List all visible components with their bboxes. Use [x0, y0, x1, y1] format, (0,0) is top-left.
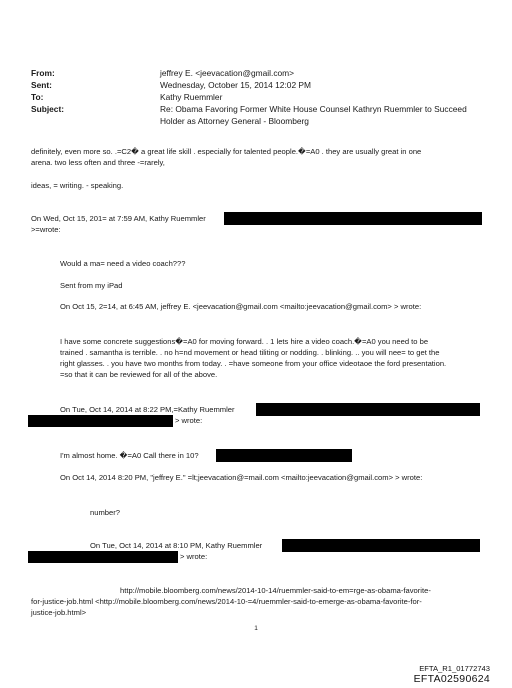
redaction-bar: [28, 551, 178, 563]
quote-header-4: On Oct 14, 2014 8:20 PM, "jeffrey E." =lt;jeevacation@=mail.com <mailto:jeevacation@gmail.com> > wrote:: [60, 473, 423, 482]
body-paragraph-1-line-2: arena. two less often and three -=rarely,: [31, 158, 165, 167]
body-paragraph-3-line-3: right glasses. . you have two months from today. . =have someone from your office videotaoe the ford presentation.: [60, 359, 447, 368]
bloomberg-link-line-2: for-justice-job.html <http://mobile.bloomberg.com/news/2014-10-=4/ruemmler-said-to-emerge-as-obama-favorite-for-: [31, 597, 422, 606]
message-video-coach: Would a ma= need a video coach???: [60, 259, 186, 268]
body-paragraph-1-line-1: definitely, even more so. .=C2� a great life skill . especially for talented people.�=A0 . they are usually great in one: [31, 147, 422, 156]
to-value: Kathy Ruemmler: [160, 92, 223, 102]
quote-header-2: On Oct 15, 2=14, at 6:45 AM, jeffrey E. <jeevacation@gmail.com <mailto:jeevacation@gmail.com> > wrote:: [60, 302, 422, 311]
body-paragraph-3-line-2: trained . samantha is terrible. . no h=nd movement or head tiliting or nodding. . blinking. .. you will nee= to get the: [60, 348, 440, 357]
bates-id-large: EFTA02590624: [413, 673, 490, 685]
bates-id-small: EFTA_R1_01772743: [419, 664, 490, 673]
bloomberg-link-line-3: justice-job.html>: [31, 608, 87, 617]
sent-value: Wednesday, October 15, 2014 12:02 PM: [160, 80, 311, 90]
page-number: 1: [254, 625, 258, 632]
redaction-bar: [282, 539, 480, 552]
quote-header-1-line-2: >=wrote:: [31, 225, 61, 234]
quote-header-3-line-2: > wrote:: [175, 416, 203, 425]
quote-header-1-line-1: On Wed, Oct 15, 201= at 7:59 AM, Kathy Ruemmler: [31, 214, 206, 223]
redaction-bar: [256, 403, 480, 416]
to-label: To:: [31, 92, 44, 102]
quote-header-5-line-2: > wrote:: [180, 552, 208, 561]
body-paragraph-3-line-4: =so that it can be reviewed for all of the above.: [60, 370, 218, 379]
redaction-bar: [216, 449, 352, 462]
message-almost-home: I'm almost home. �=A0 Call there in 10?: [60, 451, 199, 460]
body-paragraph-3-line-1: I have some concrete suggestions�=A0 for moving forward. . 1 lets hire a video coach.�=A0 you need to be: [60, 337, 429, 346]
subject-value-line2: Holder as Attorney General - Bloomberg: [160, 116, 309, 126]
quote-header-3-line-1: On Tue, Oct 14, 2014 at 8:22 PM,=Kathy Ruemmler: [60, 405, 235, 414]
from-label: From:: [31, 68, 55, 78]
subject-value-line1: Re: Obama Favoring Former White House Counsel Kathryn Ruemmler to Succeed: [160, 104, 467, 114]
quote-header-5-line-1: On Tue, Oct 14, 2014 at 8:10 PM, Kathy Ruemmler: [90, 541, 263, 550]
bloomberg-link-line-1: http://mobile.bloomberg.com/news/2014-10-14/ruemmler-said-to-em=rge-as-obama-favorite-: [120, 586, 431, 595]
redaction-bar: [224, 212, 482, 225]
sent-label: Sent:: [31, 80, 52, 90]
message-sent-from-ipad: Sent from my iPad: [60, 281, 123, 290]
subject-label: Subject:: [31, 104, 65, 114]
redaction-bar: [28, 415, 173, 427]
message-number: number?: [90, 508, 120, 517]
from-value: jeffrey E. <jeevacation@gmail.com>: [160, 68, 295, 78]
body-paragraph-2: ideas, = writing. - speaking.: [31, 181, 124, 190]
